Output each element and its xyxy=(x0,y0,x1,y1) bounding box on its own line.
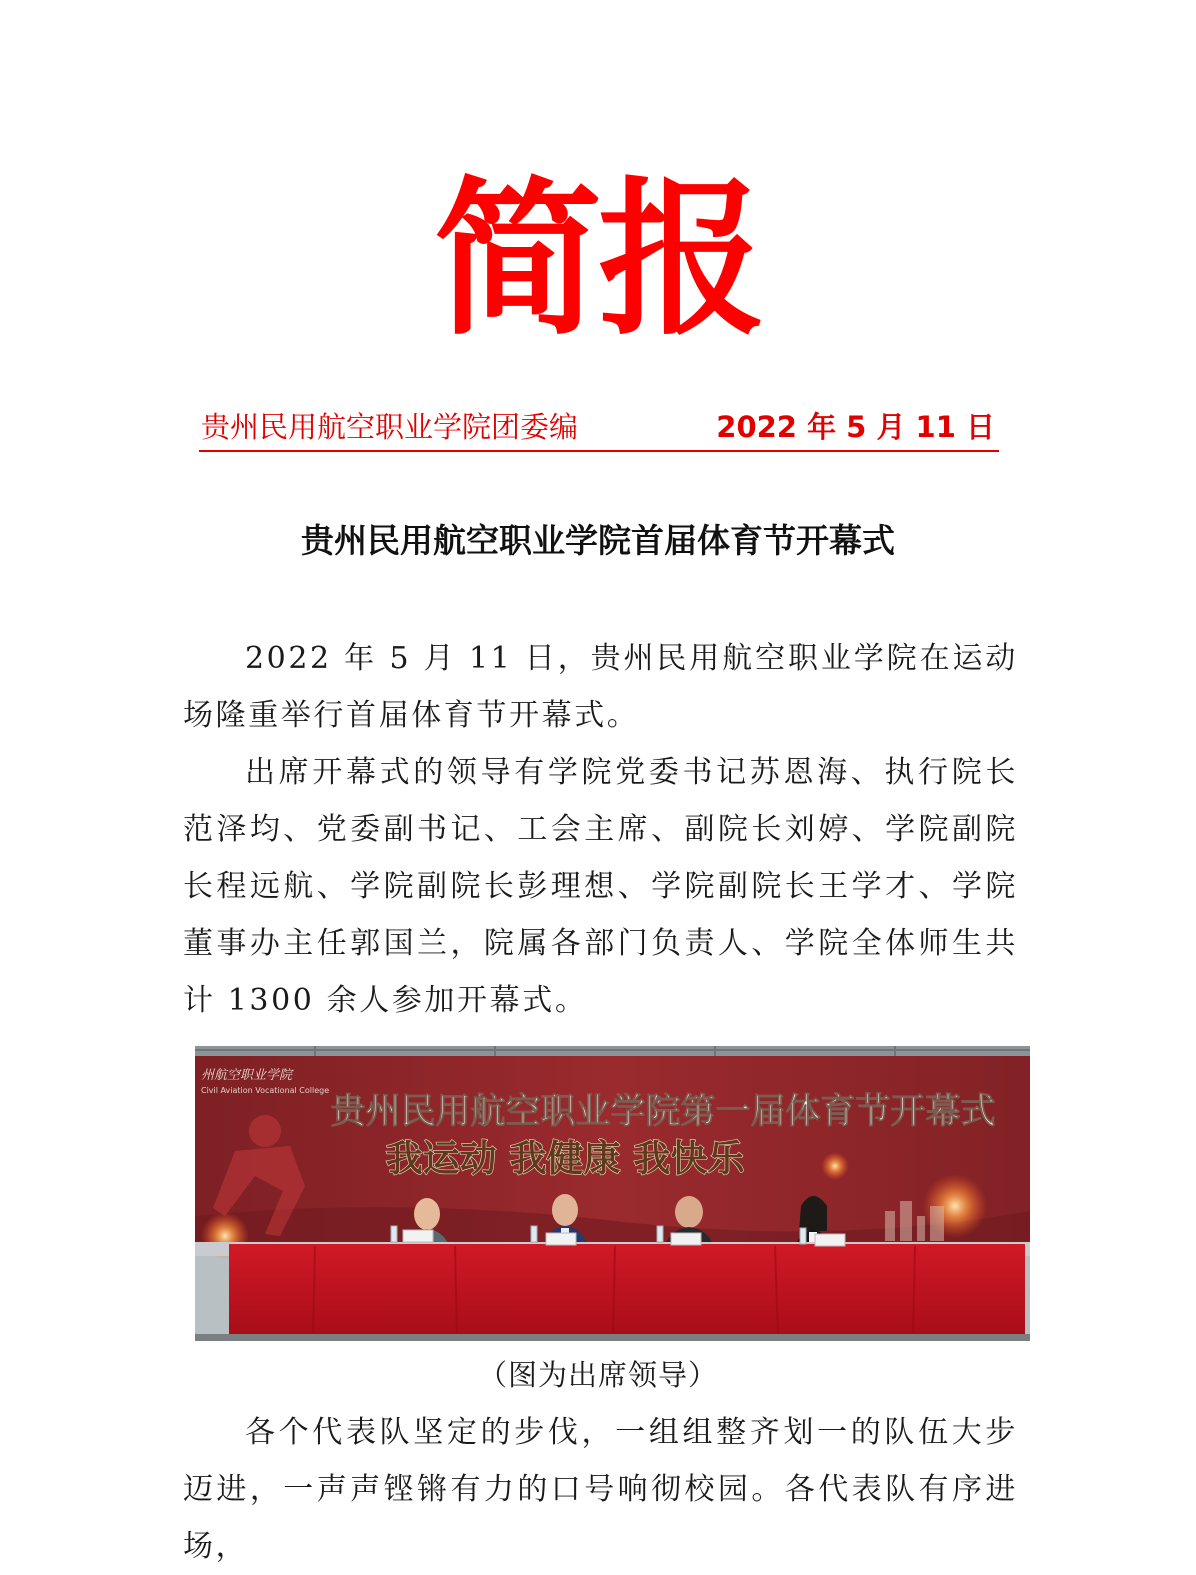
photo-caption: （图为出席领导） xyxy=(477,1358,718,1392)
issuer-line xyxy=(199,404,999,452)
article-body-top xyxy=(183,630,1018,1029)
banner-title: 贵州民用航空职业学院第一届体育节开幕式 xyxy=(330,1091,996,1132)
banner-slogan: 我运动 我健康 我快乐 xyxy=(385,1136,745,1180)
masthead-title: 简报 xyxy=(434,162,762,358)
banner-logo: 州航空职业学院 xyxy=(201,1068,293,1083)
issuer-name: 贵州民用航空职业学院团委编 xyxy=(201,410,579,444)
article-headline: 贵州民用航空职业学院首届体育节开幕式 xyxy=(301,521,895,560)
event-photo-graphic xyxy=(195,1046,1030,1341)
paragraph: 出席开幕式的领导有学院党委书记苏恩海、执行院长范泽均、党委副书记、工会主席、副院长刘婷、学院副院长程远航、学院副院长彭理想、学院副院长王学才、学院董事办主任郭国兰，院属各部门负责人、学院全体师生共计 1300 余人参加开幕式。 xyxy=(183,755,1018,1018)
banner-logo-en: Civil Aviation Vocational College xyxy=(201,1086,330,1095)
paragraph: 2022 年 5 月 11 日，贵州民用航空职业学院在运动场隆重举行首届体育节开幕式。 xyxy=(183,641,1018,733)
event-photo xyxy=(195,1046,1030,1341)
issue-date: 2022 年 5 月 11 日 xyxy=(716,410,995,444)
paragraph: 各个代表队坚定的步伐，一组组整齐划一的队伍大步迈进，一声声铿锵有力的口号响彻校园。各代表队有序进场， xyxy=(183,1415,1018,1564)
article-body-bottom xyxy=(183,1404,1018,1575)
red-tablecloth xyxy=(229,1244,1025,1336)
